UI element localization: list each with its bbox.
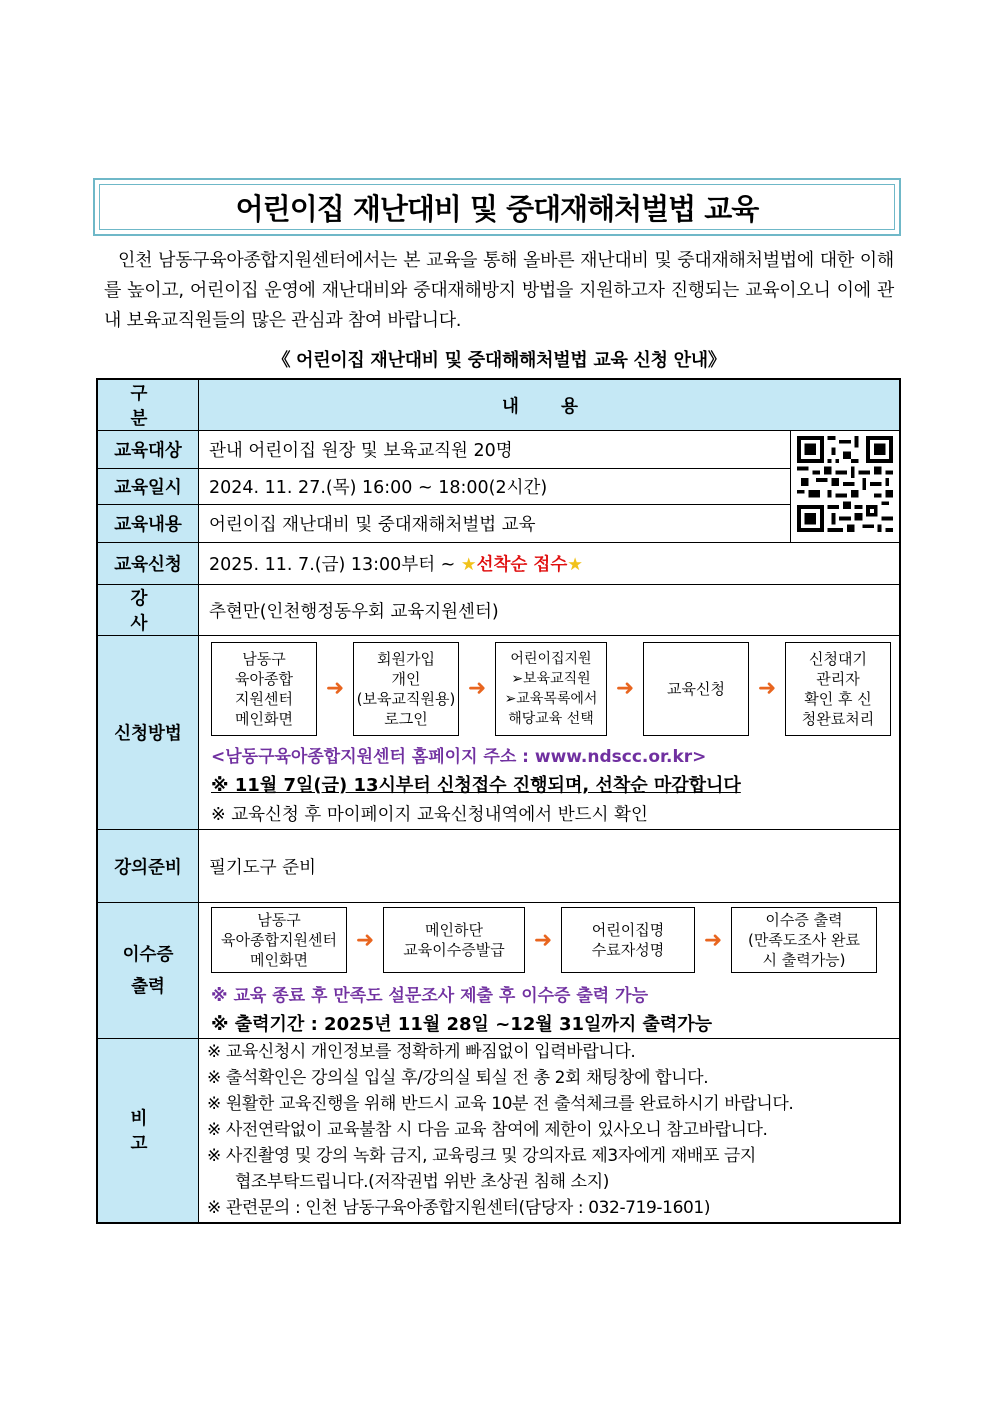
flow-step: 남동구 육아종합지원센터 메인화면	[211, 907, 347, 973]
flow-step: 메인하단 교육이수증발급	[383, 907, 525, 973]
row-label: 교육내용	[97, 505, 199, 543]
row-value: 어린이집 재난대비 및 중대재해처벌법 교육	[199, 505, 791, 543]
method-cell	[199, 636, 901, 830]
table-row	[97, 1039, 900, 1223]
row-label: 비 고	[130, 1109, 166, 1155]
subtitle: 《 어린이집 재난대비 및 중대해해처벌법 교육 신청 안내》	[272, 350, 726, 371]
page-title: 어린이집 재난대비 및 중대재해처벌법 교육	[99, 184, 895, 230]
row-label: 이수증 출력	[97, 903, 199, 1039]
print-period: ※ 출력기간 : 2025년 11월 28일 ~12월 31일까지 출력가능	[211, 1014, 713, 1035]
intro-paragraph: 인천 남동구육아종합지원센터에서는 본 교육을 통해 올바른 재난대비 및 중대재해처벌법에 대한 이해를 높이고, 어린이집 운영에 재난대비와 중대재해방지 방법을 지원하고자 진행되는 교육이오니 이에 관내 보육교직원들의 많은 관심과 참여 바랍니다.	[104, 250, 894, 331]
cert-flow	[211, 907, 891, 973]
row-value: 2024. 11. 27.(목) 16:00 ~ 18:00(2시간)	[199, 469, 791, 505]
remark-item: ※ 관련문의 : 인천 남동구육아종합지원센터(담당자 : 032-719-1601)	[207, 1198, 711, 1219]
row-label: 교육대상	[97, 431, 199, 469]
arrow-icon: ➜	[325, 676, 345, 701]
deadline-notice: ※ 11월 7일(금) 13시부터 신청접수 진행되며, 선착순 마감합니다	[211, 774, 741, 796]
row-value: 추현만(인천행정동우회 교육지원센터)	[199, 585, 901, 636]
qr-code-icon[interactable]	[797, 436, 893, 532]
table-row	[97, 903, 900, 1039]
remark-item: ※ 사전연락없이 교육불참 시 다음 교육 참여에 제한이 있사오니 참고바랍니다.	[207, 1120, 768, 1141]
survey-notice: ※ 교육 종료 후 만족도 설문조사 제출 후 이수증 출력 가능	[211, 986, 648, 1006]
arrow-icon: ➜	[703, 927, 723, 953]
title-box	[93, 178, 901, 236]
table-row	[97, 431, 900, 469]
flow-step: 교육신청	[643, 642, 749, 736]
flow-step: 어린이집지원 ➢보육교직원 ➢교육목록에서 해당교육 선택	[495, 642, 607, 736]
table-row	[97, 636, 900, 830]
row-label: 신청방법	[97, 636, 199, 830]
remark-item: ※ 원활한 교육진행을 위해 반드시 교육 10분 전 출석체크를 완료하시기 바랍니다.	[207, 1094, 794, 1115]
arrow-icon: ➜	[757, 676, 777, 701]
info-table	[96, 378, 901, 1224]
row-value: 필기도구 준비	[199, 830, 901, 903]
apply-flow	[211, 642, 891, 736]
table-row	[97, 585, 900, 636]
arrow-icon: ➜	[467, 676, 487, 701]
header-category: 구 분	[97, 379, 199, 431]
header-content: 내 용	[199, 379, 901, 431]
first-come-label: 선착순 접수	[476, 555, 568, 575]
arrow-icon: ➜	[533, 927, 553, 953]
remark-item: ※ 사진촬영 및 강의 녹화 금지, 교육링크 및 강의자료 제3자에게 재배포 금지	[207, 1146, 756, 1167]
table-header-row	[97, 379, 900, 431]
remarks-cell	[199, 1039, 901, 1223]
star-icon: ★	[567, 555, 583, 575]
remark-item: 협조부탁드립니다.(저작권법 위반 초상권 침해 소지)	[235, 1172, 609, 1193]
check-notice: ※ 교육신청 후 마이페이지 교육신청내역에서 반드시 확인	[211, 804, 648, 825]
flow-step: 이수증 출력 (만족도조사 완료 시 출력가능)	[731, 907, 877, 973]
row-value: 관내 어린이집 원장 및 보육교직원 20명	[199, 431, 791, 469]
homepage-link[interactable]: <남동구육아종합지원센터 홈페이지 주소 : www.ndscc.or.kr>	[211, 746, 707, 767]
flow-step: 신청대기 관리자 확인 후 신 청완료처리	[785, 642, 891, 736]
arrow-icon: ➜	[615, 676, 635, 701]
remark-item: ※ 교육신청시 개인정보를 정확하게 빠짐없이 입력바랍니다.	[207, 1042, 636, 1063]
star-icon: ★	[460, 555, 477, 575]
row-label: 강의준비	[97, 830, 199, 903]
row-value: 2025. 11. 7.(금) 13:00부터 ~ ★선착순 접수★	[199, 543, 901, 585]
table-row	[97, 469, 900, 505]
row-label: 교육일시	[97, 469, 199, 505]
table-row	[97, 543, 900, 585]
flow-step: 어린이집명 수료자성명	[561, 907, 695, 973]
qr-cell	[791, 431, 901, 543]
arrow-icon: ➜	[355, 927, 375, 953]
row-label: 교육신청	[97, 543, 199, 585]
table-row	[97, 830, 900, 903]
remark-item: ※ 출석확인은 강의실 입실 후/강의실 퇴실 전 총 2회 채팅창에 합니다.	[207, 1068, 709, 1089]
table-row	[97, 505, 900, 543]
flow-step: 남동구 육아종합 지원센터 메인화면	[211, 642, 317, 736]
cert-cell	[199, 903, 901, 1039]
row-label: 강 사	[130, 589, 166, 634]
flow-step: 회원가입 개인 (보육교직원용) 로그인	[353, 642, 459, 736]
